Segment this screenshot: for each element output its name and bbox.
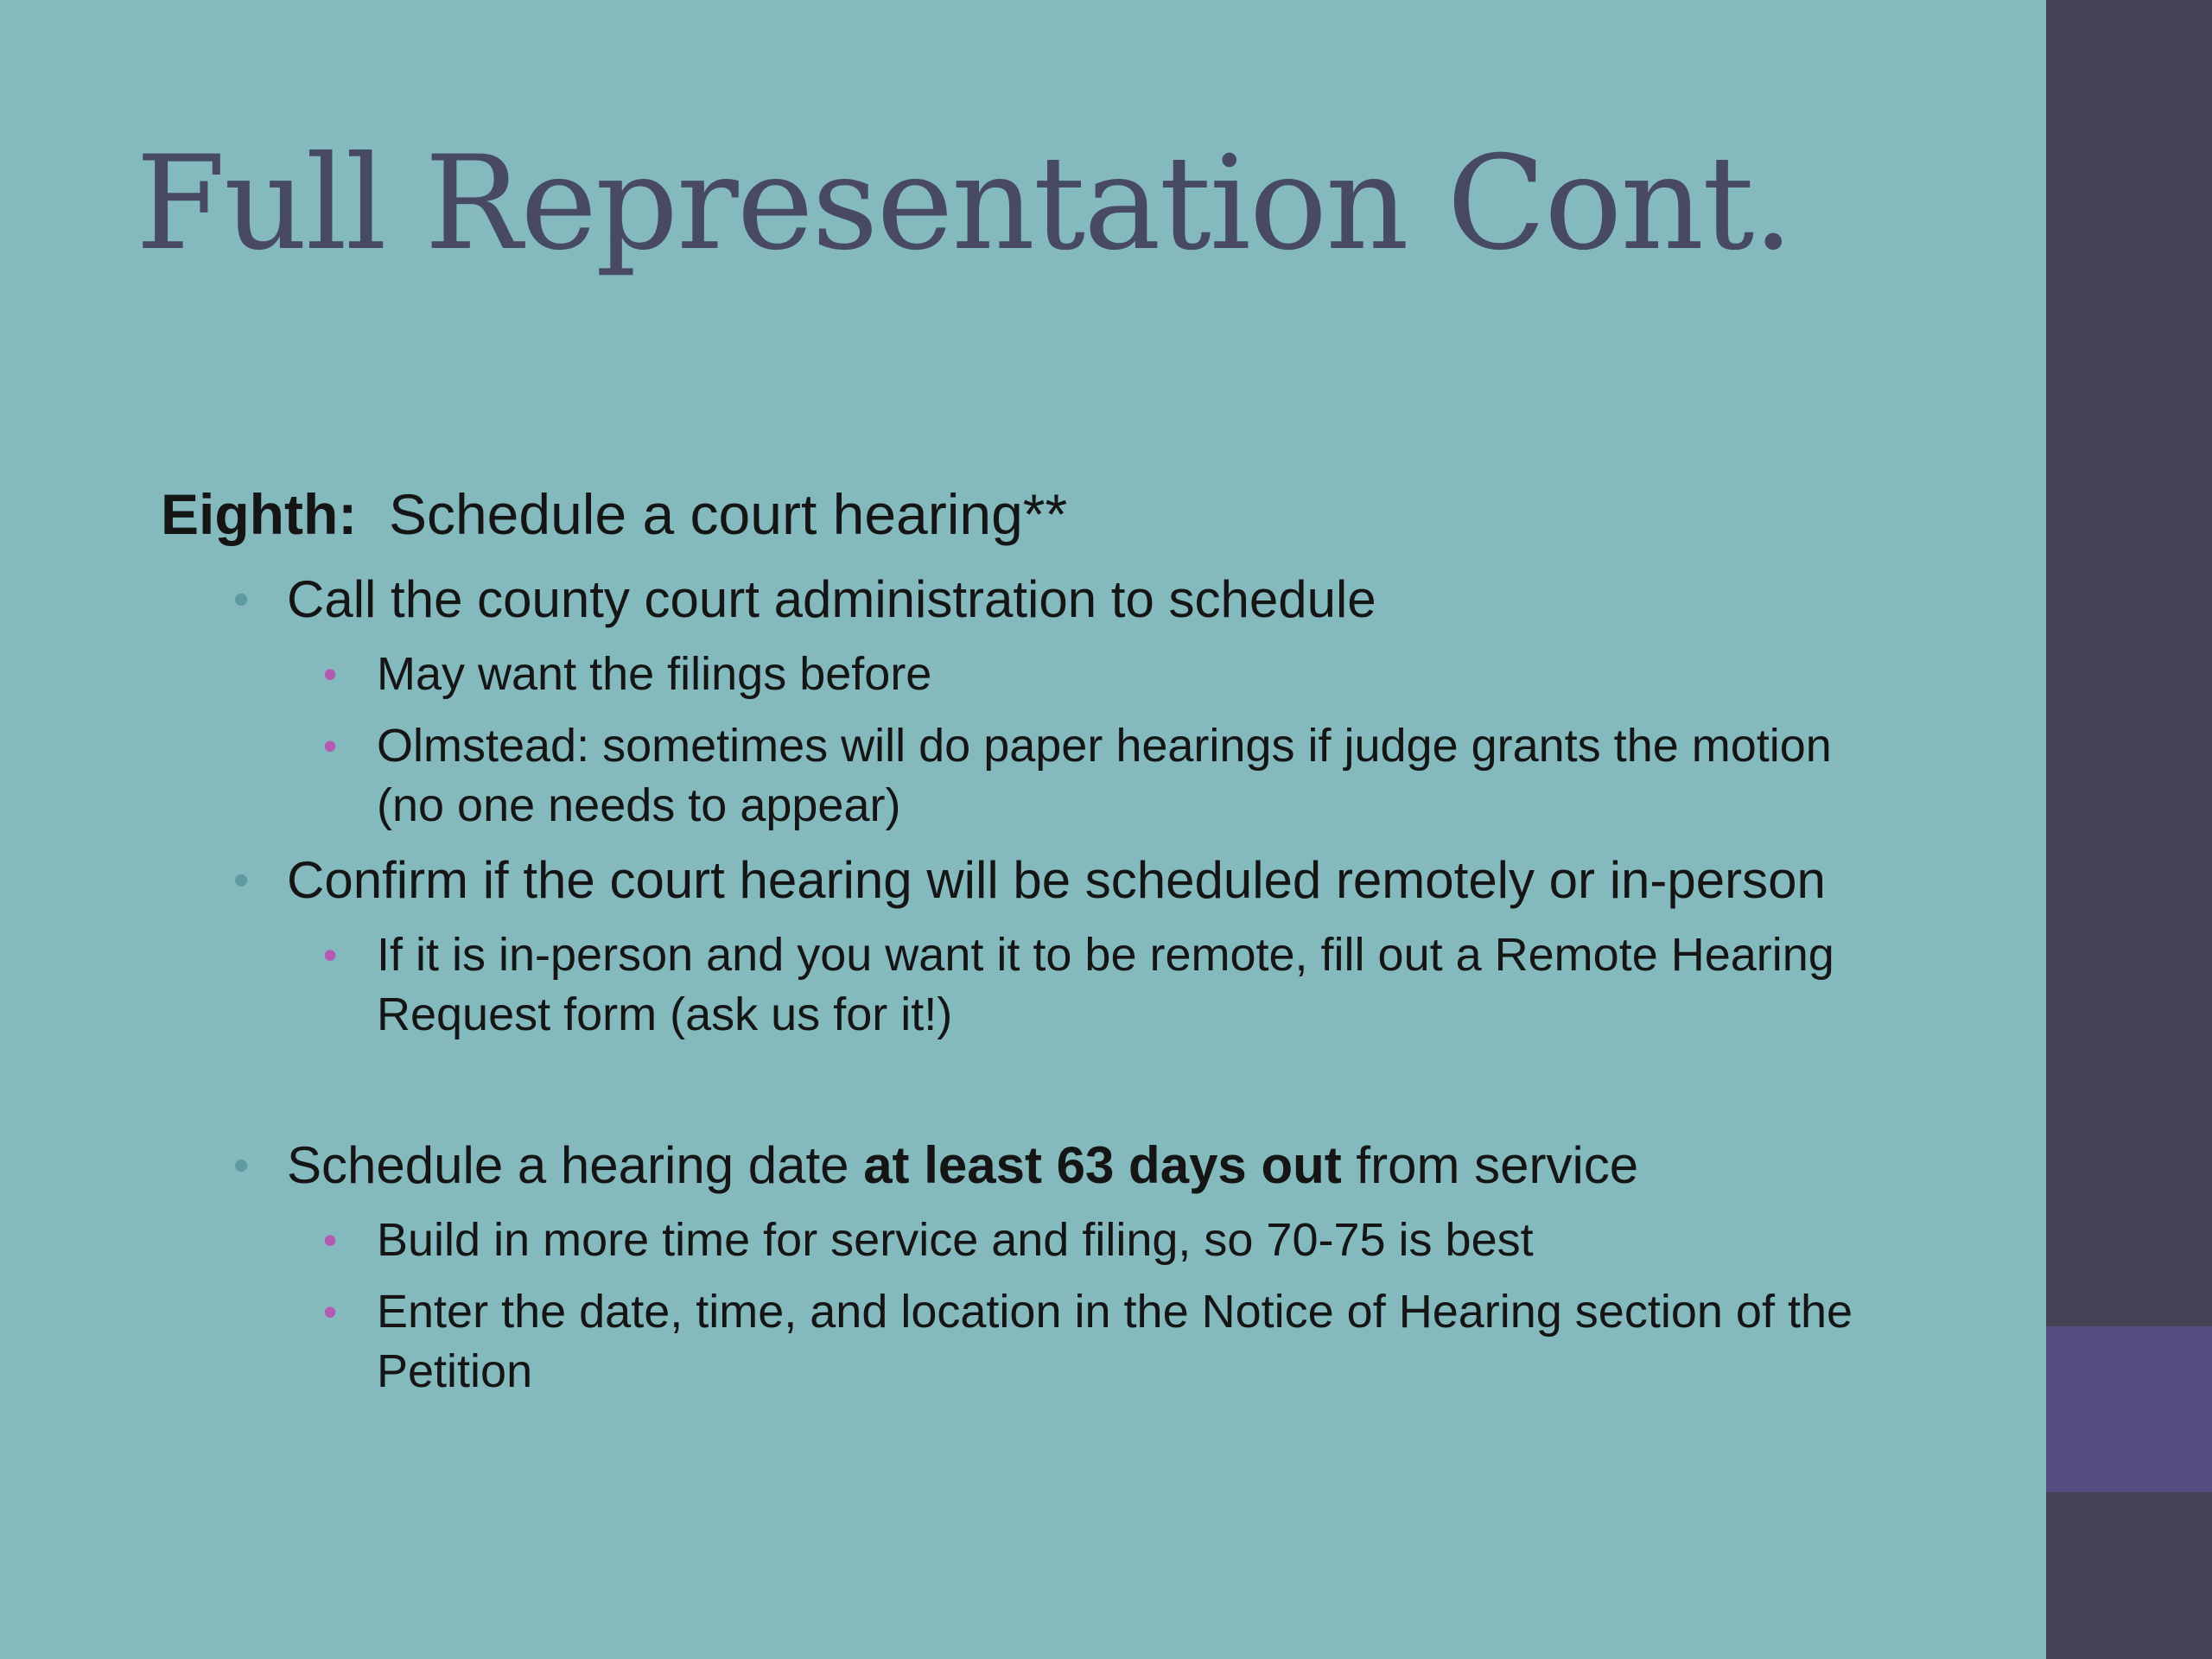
sub-bullet-dot-icon: •: [323, 1289, 338, 1334]
bullet-text: Confirm if the court hearing will be scheduled remotely or in-person: [287, 851, 1826, 909]
bullet-text-emphasis: at least 63 days out: [863, 1136, 1342, 1194]
heading-lead: Eighth:: [161, 482, 358, 546]
sub-bullet-dot-icon: •: [323, 1217, 338, 1262]
bullet-list: [161, 567, 1889, 1402]
sub-bullet-item: [161, 1211, 1889, 1270]
heading-text: Schedule a court hearing**: [388, 482, 1068, 546]
bullet-text-after: from service: [1341, 1136, 1639, 1194]
sub-bullet-dot-icon: •: [323, 652, 338, 696]
bullet-dot-icon: •: [233, 1141, 250, 1191]
sub-bullet-item: [161, 716, 1889, 836]
slide-title: Full Representation Cont.: [136, 129, 1793, 279]
sub-bullet-text: If it is in-person and you want it to be remote, fill out a Remote Hearing Request form (ask us for it!): [377, 929, 1834, 1040]
bullet-item: [161, 567, 1889, 632]
sub-bullet-item: [161, 645, 1889, 704]
section-heading: [161, 474, 1889, 555]
bullet-text-before: Schedule a hearing date: [287, 1136, 864, 1194]
bullet-item: [161, 1133, 1889, 1198]
sub-bullet-item: [161, 1282, 1889, 1402]
bullet-text: Call the county court administration to schedule: [287, 570, 1376, 628]
slide-body: [161, 474, 1889, 1402]
sub-bullet-text: Enter the date, time, and location in the Notice of Hearing section of the Petition: [377, 1286, 1853, 1397]
sub-bullet-dot-icon: •: [323, 932, 338, 977]
sub-bullet-item: [161, 925, 1889, 1045]
bullet-dot-icon: •: [233, 575, 250, 625]
sub-bullet-dot-icon: •: [323, 723, 338, 768]
sidebar-accent-block: [2046, 1326, 2212, 1492]
sub-bullet-text: May want the filings before: [377, 648, 932, 700]
sub-bullet-text: Build in more time for service and filing, so 70-75 is best: [377, 1214, 1534, 1266]
bullet-item: [161, 848, 1889, 913]
sub-bullet-text: Olmstead: sometimes will do paper hearings if judge grants the motion (no one needs to appear): [377, 720, 1832, 831]
bullet-dot-icon: •: [233, 855, 250, 906]
